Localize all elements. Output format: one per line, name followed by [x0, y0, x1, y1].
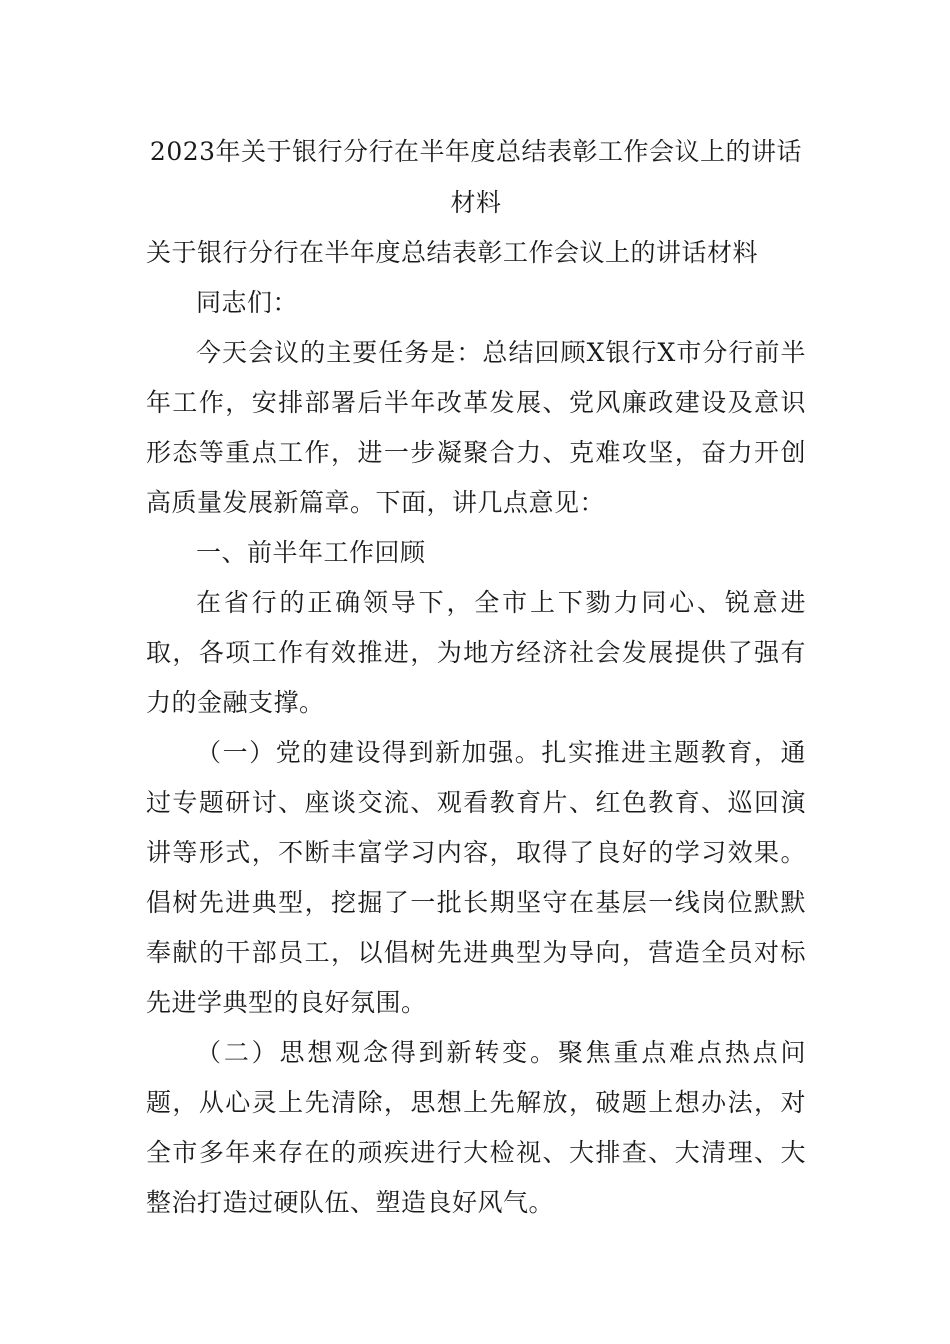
- paragraph-overview: 在省行的正确领导下，全市上下勠力同心、锐意进取，各项工作有效推进，为地方经济社会发展提供了强有力的金融支撑。: [146, 588, 806, 717]
- paragraph-party-building: （一）党的建设得到新加强。扎实推进主题教育，通过专题研讨、座谈交流、观看教育片、红色教育、巡回演讲等形式，不断丰富学习内容，取得了良好的学习效果。倡树先进典型，挖掘了一批长期坚守在基层一线岗位默默奉献的干部员工，以倡树先进典型为导向，营造全员对标先进学典型的良好氛围。: [146, 738, 806, 1017]
- document-title: 2023年关于银行分行在半年度总结表彰工作会议上的讲话材料: [149, 137, 803, 217]
- paragraph-mindset: （二）思想观念得到新转变。聚焦重点难点热点问题，从心灵上先清除，思想上先解放，破题上想办法，对全市多年来存在的顽疾进行大检视、大排查、大清理、大整治打造过硬队伍、塑造良好风气。: [146, 1038, 806, 1217]
- paragraph-intro: 今天会议的主要任务是：总结回顾X银行X市分行前半年工作，安排部署后半年改革发展、党风廉政建设及意识形态等重点工作，进一步凝聚合力、克难攻坚，奋力开创高质量发展新篇章。下面，讲几点意见：: [146, 338, 806, 517]
- section-heading-review: 一、前半年工作回顾: [196, 538, 426, 567]
- document-subtitle: 关于银行分行在半年度总结表彰工作会议上的讲话材料: [146, 238, 759, 267]
- document-body: [146, 126, 806, 1228]
- greeting: 同志们：: [196, 288, 299, 317]
